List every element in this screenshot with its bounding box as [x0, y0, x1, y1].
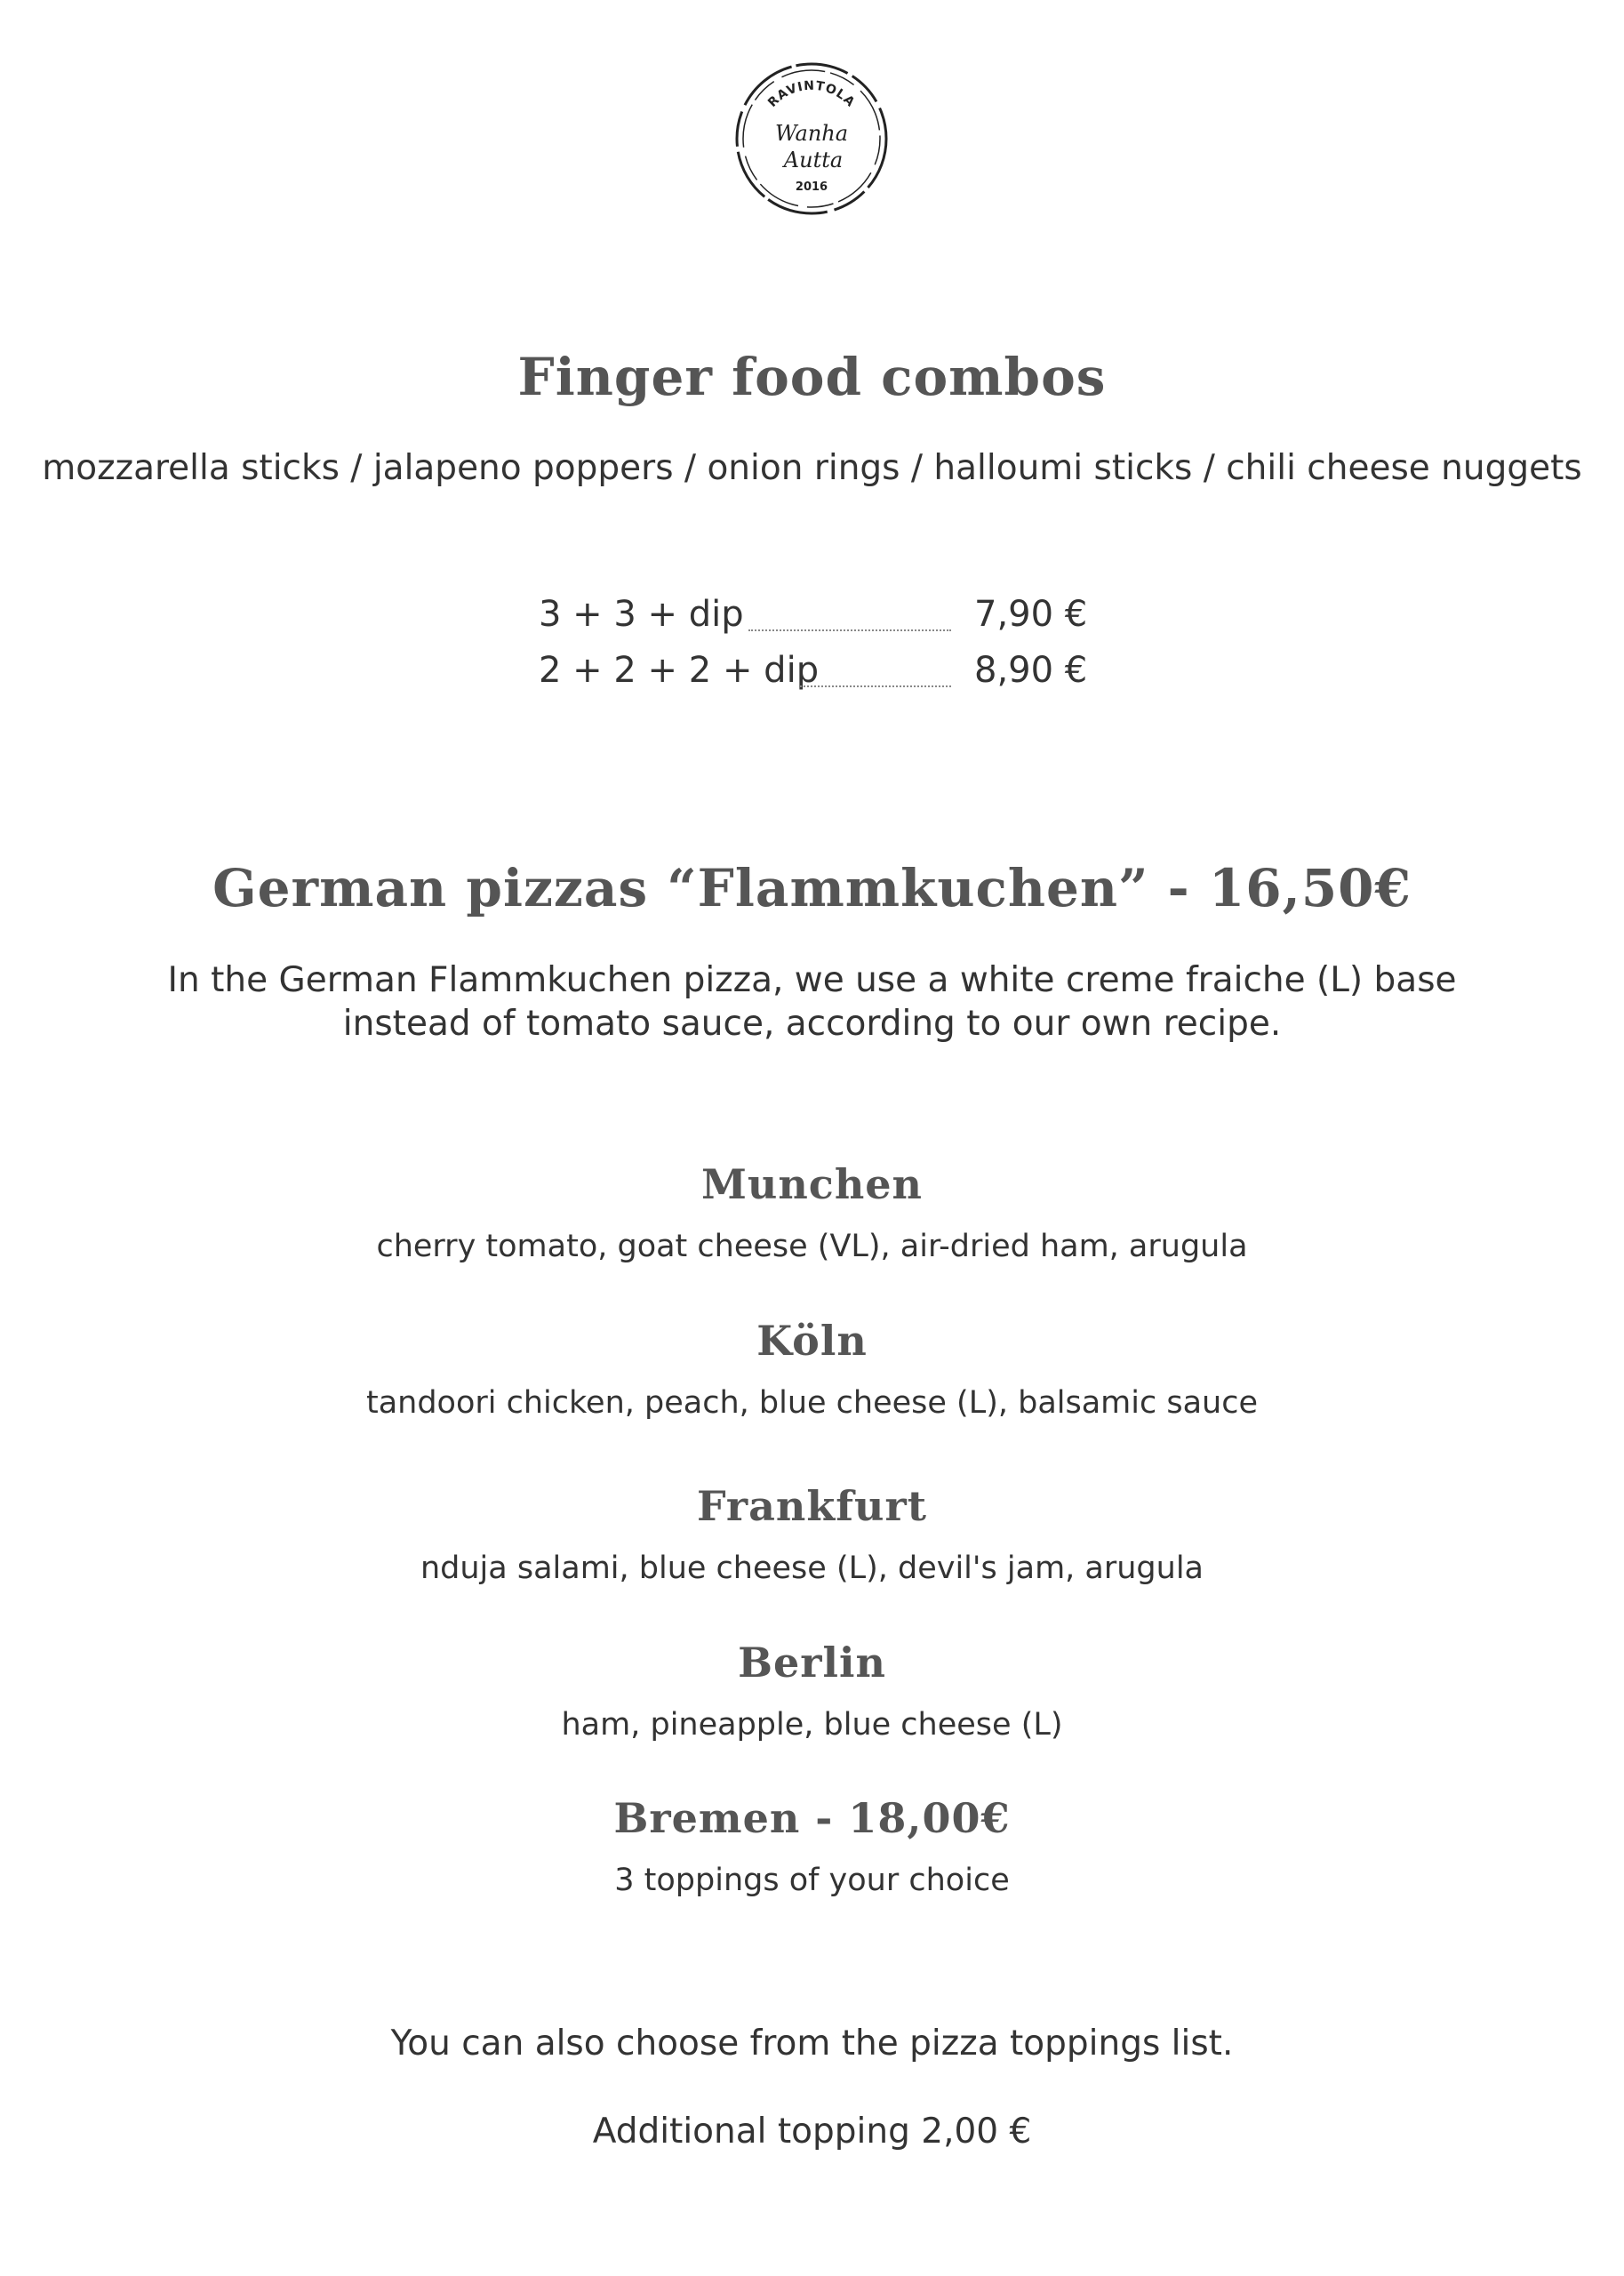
pizza-name-koln: Köln	[756, 1317, 868, 1365]
flammkuchen-description-line1: In the German Flammkuchen pizza, we use a white creme fraiche (L) base	[167, 960, 1457, 1000]
pizza-toppings-berlin: ham, pineapple, blue cheese (L)	[561, 1707, 1063, 1743]
combo-2-label: 2 + 2 + 2 + dip	[539, 650, 820, 691]
logo-name-line1: Wanha	[774, 121, 849, 146]
dotted-leader	[748, 629, 951, 631]
pizza-name-frankfurt: Frankfurt	[697, 1482, 927, 1530]
flammkuchen-title: German pizzas “Flammkuchen” - 16,50€	[212, 858, 1412, 918]
restaurant-logo	[732, 59, 892, 219]
dotted-leader	[800, 685, 951, 687]
pizza-name-munchen: Munchen	[701, 1160, 923, 1208]
combo-2-price: 8,90 €	[974, 650, 1088, 691]
flammkuchen-description-line2: instead of tomato sauce, according to our own recipe.	[342, 1004, 1282, 1044]
price-row-combo-2	[539, 650, 1090, 700]
logo-top-text: RAVINTOLA	[765, 78, 858, 110]
additional-topping-price: Additional topping 2,00 €	[592, 2112, 1032, 2152]
pizza-toppings-bremen: 3 toppings of your choice	[614, 1863, 1010, 1898]
pizza-toppings-munchen: cherry tomato, goat cheese (VL), air-dried ham, arugula	[376, 1229, 1248, 1264]
combo-1-price: 7,90 €	[974, 594, 1088, 635]
pizza-name-berlin: Berlin	[738, 1639, 886, 1687]
logo-year: 2016	[795, 180, 828, 194]
pizza-toppings-koln: tandoori chicken, peach, blue cheese (L), balsamic sauce	[365, 1385, 1259, 1421]
price-row-combo-1	[539, 594, 1090, 644]
combo-1-label: 3 + 3 + dip	[539, 594, 744, 635]
logo-name-line2: Autta	[783, 148, 844, 172]
logo-seal-icon	[732, 59, 892, 219]
toppings-list-note: You can also choose from the pizza toppings list.	[390, 2024, 1234, 2064]
finger-food-items: mozzarella sticks / jalapeno poppers / onion rings / halloumi sticks / chili cheese nuggets	[42, 448, 1582, 488]
pizza-toppings-frankfurt: nduja salami, blue cheese (L), devil's jam, arugula	[420, 1551, 1204, 1586]
svg-text:RAVINTOLA	[765, 79, 858, 110]
finger-food-title: Finger food combos	[517, 347, 1107, 407]
pizza-name-bremen: Bremen - 18,00€	[613, 1794, 1011, 1842]
